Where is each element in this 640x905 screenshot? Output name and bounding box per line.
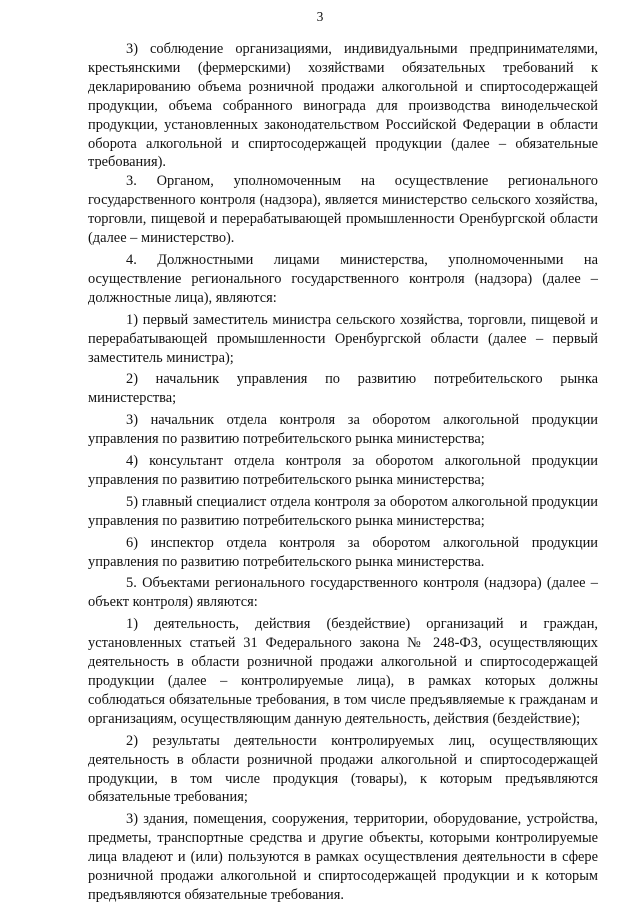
list-item-activities: 1) деятельность, действия (бездействие) организаций и граждан, установленных статьей 31 Федерального закона № 248-ФЗ, осуществляющих деятельность в области розничной продажи алкогольной и спиртосодержащей продукции (далее – контролируемые лица), в рамках которых должны соблюдаться обязательные требования, в том числе предъявляемые к гражданам и организациям, осуществляющим данную деятельность, действия (бездействие); [88, 616, 598, 727]
document-body [88, 40, 598, 905]
list-item-first-deputy: 1) первый заместитель министра сельского хозяйства, торговли, пищевой и перерабатывающей промышленности Оренбургской области (далее – первый заместитель министра); [88, 311, 598, 366]
list-item-chief-specialist: 5) главный специалист отдела контроля за оборотом алкогольной продукции управления по развитию потребительского рынка министерства; [88, 493, 598, 529]
list-item-head-of-division: 3) начальник отдела контроля за оборотом алкогольной продукции управления по развитию потребительского рынка министерства; [88, 412, 598, 448]
list-item-head-of-department: 2) начальник управления по развитию потребительского рынка министерства; [88, 371, 598, 407]
paragraph-item-3-compliance: 3) соблюдение организациями, индивидуальными предпринимателями, крестьянскими (фермерскими) хозяйствами обязательных требований к декларированию объема розничной продажи алкогольной и спиртосодержащей продукции, объема собранного винограда для производства винодельческой продукции, установленных законодательством Российской Федерации в области оборота алкогольной и спиртосодержащей продукции (далее – обязательные требования). [88, 41, 598, 171]
list-item-premises: 3) здания, помещения, сооружения, территории, оборудование, устройства, предметы, транспортные средства и другие объекты, которыми контролируемые лица владеют и (или) пользуются в рамках осуществления деятельности в сфере розничной продажи алкогольной и спиртосодержащей продукции и к которым предъявляются обязательные требования. [88, 811, 598, 903]
paragraph-3-authority: 3. Органом, уполномоченным на осуществление регионального государственного контроля (надзора), является министерство сельского хозяйства, торговли, пищевой и перерабатывающей промышленности Оренбургской области (далее – министерство). [88, 173, 598, 247]
list-item-inspector: 6) инспектор отдела контроля за оборотом алкогольной продукции управления по развитию потребительского рынка министерства. [88, 534, 598, 570]
paragraph-5-objects: 5. Объектами регионального государственного контроля (надзора) (далее – объект контроля) являются: [88, 575, 598, 611]
paragraph-4-officials: 4. Должностными лицами министерства, уполномоченными на осуществление регионального государственного контроля (надзора) (далее – должностные лица), являются: [88, 251, 598, 306]
list-item-consultant: 4) консультант отдела контроля за оборотом алкогольной продукции управления по развитию потребительского рынка министерства; [88, 453, 598, 488]
list-item-results: 2) результаты деятельности контролируемых лиц, осуществляющих деятельность в области розничной продажи алкогольной и спиртосодержащей продукции, в том числе продукция (товары), к которым предъявляются обязательные требования; [88, 732, 598, 806]
page-number: 3 [316, 9, 324, 24]
